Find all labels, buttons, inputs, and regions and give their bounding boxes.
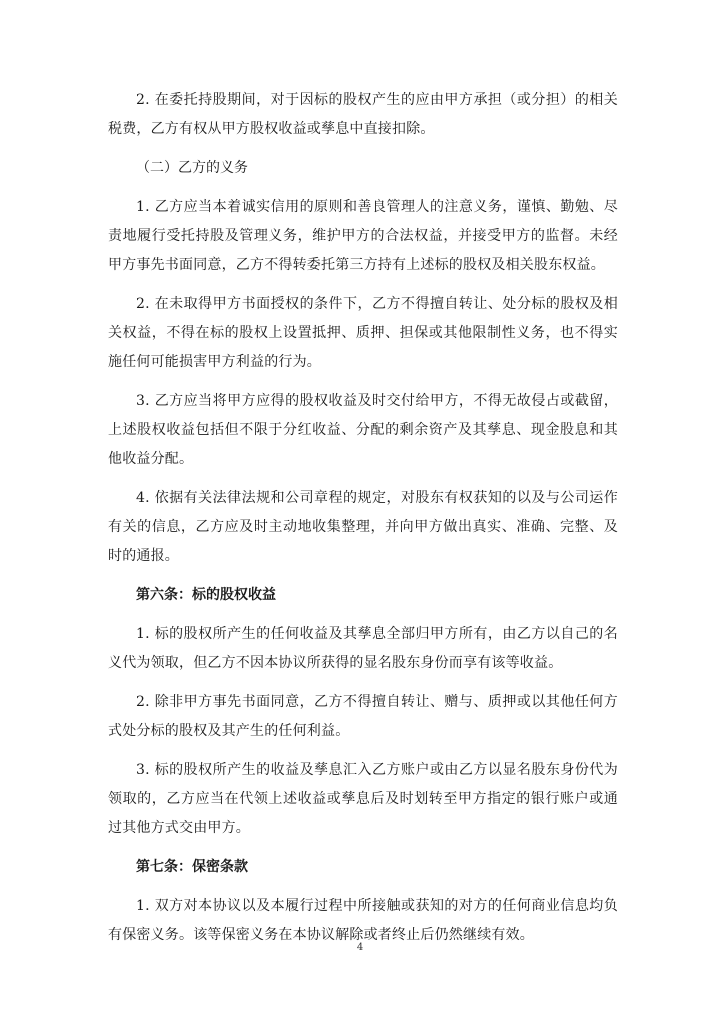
heading-article-7: 第七条：保密条款 bbox=[136, 859, 248, 875]
paragraph-art6-3: 3. 标的股权所产生的收益及孳息汇入乙方账户或由乙方以显名股东身份代为领取的，乙方应当在代领上述收益或孳息后及时划转至甲方指定的银行账户或通过其他方式交由甲方。 bbox=[108, 762, 618, 836]
paragraph-art6-2: 2. 除非甲方事先书面同意，乙方不得擅自转让、赠与、质押或以其他任何方式处分标的股权及其产生的任何利益。 bbox=[108, 694, 618, 739]
paragraph-b-duty-3: 3. 乙方应当将甲方应得的股权收益及时交付给甲方，不得无故侵占或截留，上述股权收益包括但不限于分红收益、分配的剩余资产及其孳息、现金股息和其他收益分配。 bbox=[108, 393, 618, 467]
paragraph-b-duty-2: 2. 在未取得甲方书面授权的条件下，乙方不得擅自转让、处分标的股权及相关权益，不得在标的股权上设置抵押、质押、担保或其他限制性义务，也不得实施任何可能损害甲方利益的行为。 bbox=[108, 296, 618, 370]
page-number: 4 bbox=[356, 942, 364, 953]
heading-article-6: 第六条：标的股权收益 bbox=[136, 587, 276, 603]
paragraph-art6-1: 1. 标的股权所产生的任何收益及其孳息全部归甲方所有，由乙方以自己的名义代为领取，但乙方不因本协议所获得的显名股东身份而享有该等收益。 bbox=[108, 626, 618, 671]
document-page bbox=[108, 86, 618, 960]
paragraph-art7-1: 1. 双方对本协议以及本履行过程中所接触或获知的对方的任何商业信息均负有保密义务。该等保密义务在本协议解除或者终止后仍然继续有效。 bbox=[108, 898, 618, 943]
paragraph-tax-deduction: 2. 在委托持股期间，对于因标的股权产生的应由甲方承担（或分担）的相关税费，乙方有权从甲方股权收益或孳息中直接扣除。 bbox=[108, 92, 618, 137]
paragraph-b-duty-4: 4. 依据有关法律法规和公司章程的规定，对股东有权获知的以及与公司运作有关的信息，乙方应及时主动地收集整理，并向甲方做出真实、准确、完整、及时的通报。 bbox=[108, 490, 618, 564]
heading-party-b-obligations: （二）乙方的义务 bbox=[136, 160, 248, 176]
paragraph-b-duty-1: 1. 乙方应当本着诚实信用的原则和善良管理人的注意义务，谨慎、勤勉、尽责地履行受托持股及管理义务，维护甲方的合法权益，并接受甲方的监督。未经甲方事先书面同意，乙方不得转委托第三方持有上述标的股权及相关股东权益。 bbox=[108, 199, 618, 273]
